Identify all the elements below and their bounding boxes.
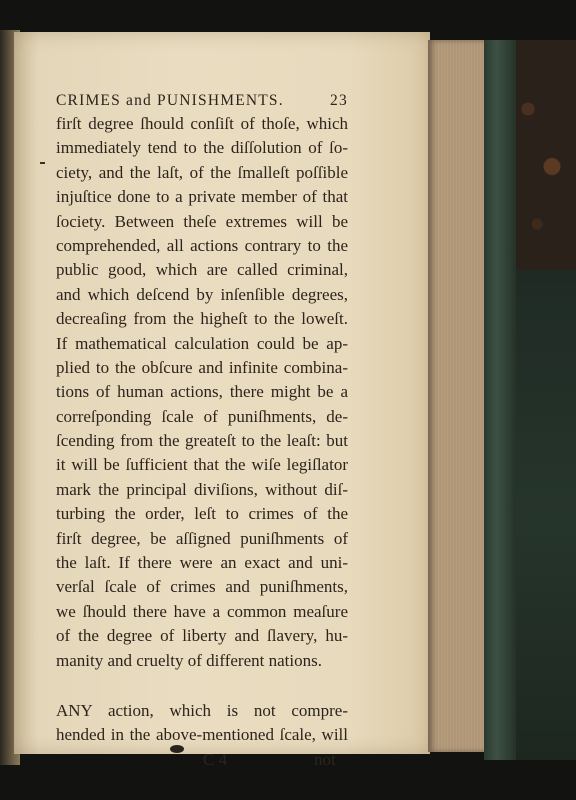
- margin-mark: [40, 162, 45, 164]
- text-line: verſal ſcale of crimes and puniſhments,: [56, 577, 348, 597]
- text-line: correſponding ſcale of puniſhments, de-: [56, 406, 348, 426]
- catchword: not: [314, 749, 336, 769]
- text-line: hended in the above-mentioned ſcale, will: [56, 725, 348, 745]
- text-line: firſt degree, be aſſigned puniſhments of: [56, 528, 348, 548]
- running-header: [56, 90, 356, 112]
- text-line: immediately tend to the diſſolution of ſo-: [56, 138, 348, 158]
- ink-smudge: [170, 745, 184, 753]
- paragraph-2: [56, 699, 356, 748]
- paragraph-1: [56, 112, 356, 673]
- text-line: tions of human actions, there might be a: [56, 382, 348, 402]
- text-line: the laſt. If there were an exact and uni-: [56, 553, 348, 573]
- text-line: turbing the order, leſt to crimes of the: [56, 504, 348, 524]
- page-number: 23: [330, 92, 348, 109]
- text-line: ſociety. Between theſe extremes will be: [56, 211, 348, 231]
- text-line: of the degree of liberty and ſlavery, hu-: [56, 626, 348, 646]
- text-line: firſt degree ſhould conſiſt of thoſe, which: [56, 114, 348, 133]
- text-line: comprehended, all actions contrary to the: [56, 235, 348, 255]
- cover-cloth: [516, 270, 576, 760]
- text-line: ciety, and the laſt, of the ſmalleſt poſſible: [56, 162, 348, 182]
- text-line: injuſtice done to a private member of that: [56, 187, 348, 207]
- text-line: decreaſing from the higheſt to the loweſt.: [56, 309, 348, 329]
- text-line: it will be ſufficient that the wiſe legiſlator: [56, 455, 348, 475]
- marbled-endpaper: [516, 40, 576, 270]
- paragraph-gap: [56, 673, 356, 699]
- page-footer: [56, 748, 356, 772]
- text-line: plied to the obſcure and infinite combina-: [56, 357, 348, 377]
- text-line: ſcending from the greateſt to the leaſt: but: [56, 431, 348, 451]
- text-line: we ſhould there have a common meaſure: [56, 601, 348, 621]
- signature-mark: C 4: [203, 749, 228, 769]
- page-edges: [428, 40, 486, 752]
- running-title: CRIMES and PUNISHMENTS.: [56, 92, 284, 109]
- page-text: [56, 90, 356, 772]
- text-line: and which deſcend by inſenſible degrees,: [56, 284, 348, 304]
- text-line: manity and cruelty of different nations.: [56, 650, 322, 670]
- text-line: ANY action, which is not compre-: [56, 700, 348, 720]
- text-line: mark the principal diviſions, without diſ-: [56, 479, 348, 499]
- text-line: If mathematical calculation could be ap-: [56, 333, 348, 353]
- cover-board: [484, 40, 516, 760]
- text-line: public good, which are called criminal,: [56, 260, 348, 280]
